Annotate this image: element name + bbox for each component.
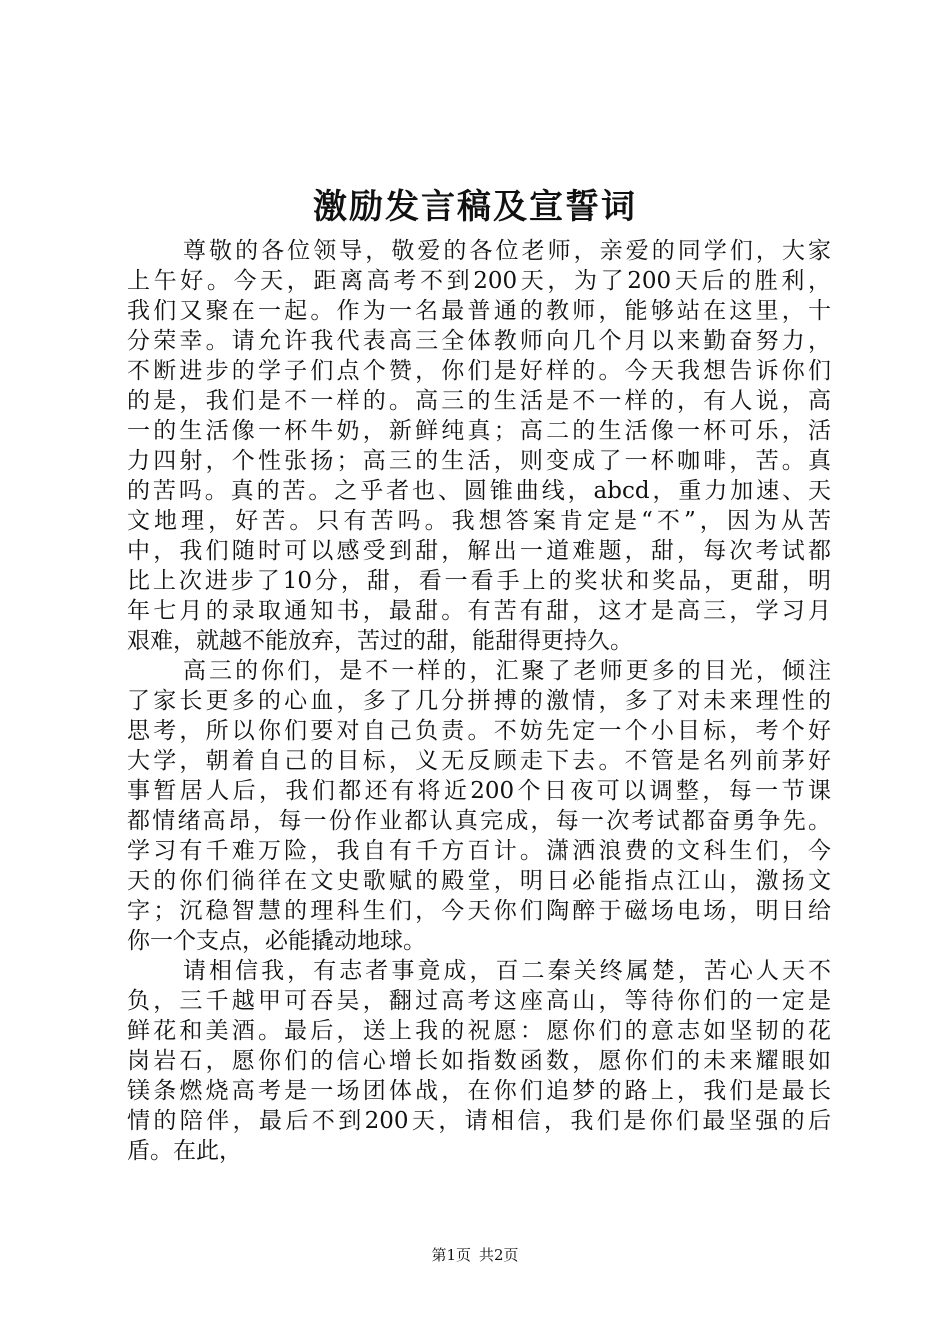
text-line: 的苦吗。真的苦。之乎者也、圆锥曲线，abcd，重力加速、天 bbox=[127, 478, 831, 504]
page-footer bbox=[0, 1244, 950, 1266]
text-line: 大学，朝着自己的目标，义无反顾走下去。不管是名列前茅好 bbox=[127, 748, 831, 774]
text-line: 文地理，好苦。只有苦吗。我想答案肯定是“不”，因为从苦 bbox=[127, 508, 831, 534]
text-line: 镁条燃烧高考是一场团体战，在你们追梦的路上，我们是最长 bbox=[127, 1078, 831, 1104]
page-total: 共2页 bbox=[479, 1246, 519, 1264]
text-line: 盾。在此， bbox=[127, 1138, 242, 1164]
text-line: 学习有千难万险，我自有千方百计。潇洒浪费的文科生们，今 bbox=[127, 838, 831, 864]
text-line: 思考，所以你们要对自己负责。不妨先定一个小目标，考个好 bbox=[127, 718, 831, 744]
document-body bbox=[127, 236, 831, 1166]
text-line: 我们又聚在一起。作为一名最普通的教师，能够站在这里，十 bbox=[127, 298, 831, 324]
document-title: 激励发言稿及宣誓词 bbox=[313, 187, 637, 227]
text-line: 字；沉稳智慧的理科生们，今天你们陶醉于磁场电场，明日给 bbox=[127, 898, 831, 924]
text-line: 你一个支点，必能撬动地球。 bbox=[127, 928, 426, 954]
text-line: 都情绪高昂，每一份作业都认真完成，每一次考试都奋勇争先。 bbox=[127, 808, 831, 834]
text-line: 力四射，个性张扬；高三的生活，则变成了一杯咖啡，苦。真 bbox=[127, 448, 831, 474]
text-line: 分荣幸。请允许我代表高三全体教师向几个月以来勤奋努力， bbox=[127, 328, 831, 354]
text-line: 天的你们徜徉在文史歌赋的殿堂，明日必能指点江山，激扬文 bbox=[127, 868, 831, 894]
text-line: 情的陪伴，最后不到200天，请相信，我们是你们最坚强的后 bbox=[127, 1108, 831, 1134]
text-line: 比上次进步了10分，甜，看一看手上的奖状和奖品，更甜，明 bbox=[127, 568, 831, 594]
text-line: 艰难，就越不能放弃，苦过的甜，能甜得更持久。 bbox=[127, 628, 633, 654]
page-number: 第1页 bbox=[431, 1246, 471, 1264]
paragraph bbox=[127, 236, 831, 656]
text-line: 年七月的录取通知书，最甜。有苦有甜，这才是高三，学习月 bbox=[127, 598, 831, 624]
text-line: 上午好。今天，距离高考不到200天，为了200天后的胜利， bbox=[127, 268, 831, 294]
text-line: 一的生活像一杯牛奶，新鲜纯真；高二的生活像一杯可乐，活 bbox=[127, 418, 831, 444]
text-line: 尊敬的各位领导，敬爱的各位老师，亲爱的同学们，大家 bbox=[183, 238, 831, 264]
text-line: 请相信我，有志者事竟成，百二秦关终属楚，苦心人天不 bbox=[183, 958, 831, 984]
text-line: 事暂居人后，我们都还有将近200个日夜可以调整，每一节课 bbox=[127, 778, 831, 804]
text-line: 了家长更多的心血，多了几分拼搏的激情，多了对未来理性的 bbox=[127, 688, 831, 714]
paragraph bbox=[127, 656, 831, 956]
text-line: 岗岩石，愿你们的信心增长如指数函数，愿你们的未来耀眼如 bbox=[127, 1048, 831, 1074]
text-line: 的是，我们是不一样的。高三的生活是不一样的，有人说，高 bbox=[127, 388, 831, 414]
paragraph bbox=[127, 956, 831, 1166]
text-line: 中，我们随时可以感受到甜，解出一道难题，甜，每次考试都 bbox=[127, 538, 831, 564]
text-line: 不断进步的学子们点个赞，你们是好样的。今天我想告诉你们 bbox=[127, 358, 831, 384]
text-line: 负，三千越甲可吞吴，翻过高考这座高山，等待你们的一定是 bbox=[127, 988, 831, 1014]
text-line: 鲜花和美酒。最后，送上我的祝愿：愿你们的意志如坚韧的花 bbox=[127, 1018, 831, 1044]
text-line: 高三的你们，是不一样的，汇聚了老师更多的目光，倾注 bbox=[183, 658, 831, 684]
